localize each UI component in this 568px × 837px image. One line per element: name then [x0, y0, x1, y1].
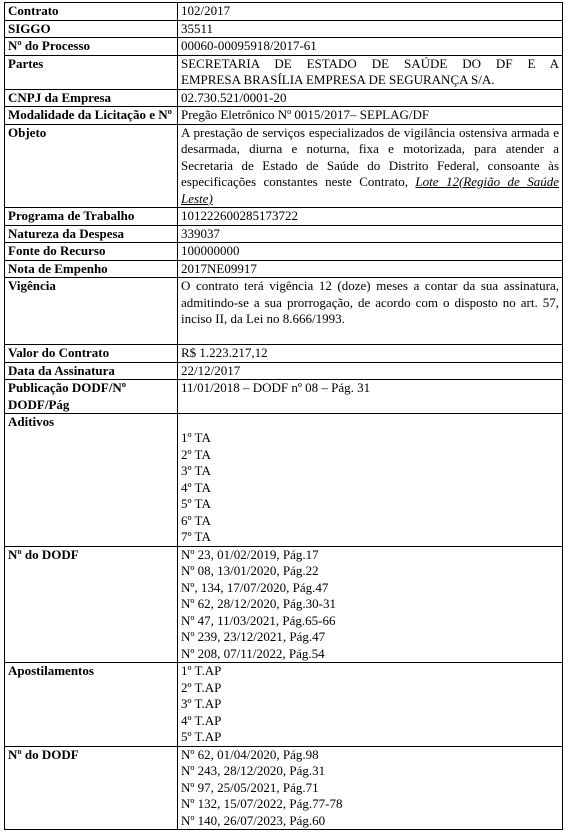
label-natureza: Natureza da Despesa — [5, 225, 178, 243]
aditivo-item: 4º TA — [181, 479, 211, 495]
contract-summary — [4, 2, 563, 830]
row-empenho — [5, 260, 563, 278]
value-apostilamentos — [178, 663, 563, 747]
label-partes: Partes — [5, 55, 178, 89]
apostilamento-item: 1º T.AP — [181, 663, 222, 678]
dodf-apostilamento-item: Nº 132, 15/07/2022, Pág.77-78 — [181, 796, 343, 811]
apostilamento-item: 2º T.AP — [181, 679, 222, 695]
dodf-apostilamento-item: Nº 62, 01/04/2020, Pág.98 — [181, 746, 319, 762]
row-processo — [5, 38, 563, 56]
value-contrato: 102/2017 — [178, 3, 563, 21]
apostilamento-item: 4º T.AP — [181, 712, 222, 728]
row-vigencia — [5, 278, 563, 345]
dodf-aditivo-item: Nº 239, 23/12/2021, Pág.47 — [181, 629, 326, 644]
label-assinatura: Data da Assinatura — [5, 362, 178, 380]
row-aditivos — [5, 414, 563, 547]
label-modalidade: Modalidade da Licitação e Nº — [5, 107, 178, 125]
row-apostilamentos — [5, 663, 563, 747]
apostilamento-item: 5º T.AP — [181, 729, 222, 744]
row-publicacao — [5, 380, 563, 414]
value-dodf-aditivos — [178, 546, 563, 663]
value-empenho: 2017NE09917 — [178, 260, 563, 278]
dodf-apostilamento-item: Nº 97, 25/05/2021, Pág.71 — [181, 779, 319, 795]
aditivo-item: 5º TA — [181, 496, 211, 511]
value-natureza: 339037 — [178, 225, 563, 243]
label-apostilamentos: Apostilamentos — [5, 663, 178, 747]
value-vigencia — [178, 278, 563, 345]
value-siggo: 35511 — [178, 20, 563, 38]
row-modalidade — [5, 107, 563, 125]
dodf-aditivo-item: Nº 23, 01/02/2019, Pág.17 — [181, 546, 319, 562]
dodf-apostilamento-item: Nº 140, 26/07/2023, Pág.60 — [181, 812, 326, 828]
value-processo: 00060-00095918/2017-61 — [178, 38, 563, 56]
value-aditivos — [178, 414, 563, 547]
value-programa: 101222600285173722 — [178, 208, 563, 226]
aditivo-item: 7º TA — [181, 529, 211, 544]
label-siggo: SIGGO — [5, 20, 178, 38]
label-vigencia: Vigência — [5, 278, 178, 345]
label-contrato: Contrato — [5, 3, 178, 21]
label-objeto: Objeto — [5, 124, 178, 208]
row-contrato — [5, 3, 563, 21]
label-dodf-aditivos: Nº do DODF — [5, 546, 178, 663]
dodf-aditivo-item: Nº 62, 28/12/2020, Pág.30-31 — [181, 596, 336, 611]
label-fonte: Fonte do Recurso — [5, 243, 178, 261]
aditivo-item: 6º TA — [181, 512, 211, 528]
dodf-aditivo-item: Nº 08, 13/01/2020, Pág.22 — [181, 563, 319, 578]
value-partes — [178, 55, 563, 89]
objeto-text: A prestação de serviços especializados de vigilância ostensiva armada e desarmada, diurna e noturna, fixa e motorizada, para atender a Secretaria de Estado de Saúde do Distrito Federal, consoante às especificações constantes neste Contrato, — [181, 124, 559, 189]
dodf-aditivo-item: Nº 47, 11/03/2021, Pág.65-66 — [181, 612, 336, 628]
row-fonte — [5, 243, 563, 261]
row-assinatura — [5, 362, 563, 380]
value-fonte: 100000000 — [178, 243, 563, 261]
row-siggo — [5, 20, 563, 38]
row-objeto — [5, 124, 563, 208]
row-partes — [5, 55, 563, 89]
label-processo: Nº do Processo — [5, 38, 178, 56]
label-valor: Valor do Contrato — [5, 345, 178, 363]
value-assinatura: 22/12/2017 — [178, 362, 563, 380]
row-cnpj — [5, 89, 563, 107]
apostilamento-item: 3º T.AP — [181, 696, 222, 711]
label-aditivos: Aditivos — [5, 414, 178, 547]
label-publicacao: Publicação DODF/Nº DODF/Pág — [5, 380, 178, 414]
vigencia-text: O contrato terá vigência 12 (doze) meses a contar da sua assinatura, admitindo-se a sua prorrogação, de acordo com o disposto no art. 57, inciso II, da Lei no 8.666/1993. — [181, 278, 559, 326]
dodf-aditivo-item: Nº, 134, 17/07/2020, Pág.47 — [181, 579, 329, 595]
row-programa — [5, 208, 563, 226]
value-modalidade: Pregão Eletrônico Nº 0015/2017– SEPLAG/DF — [178, 107, 563, 125]
aditivo-item: 3º TA — [181, 463, 211, 478]
value-cnpj: 02.730.521/0001-20 — [178, 89, 563, 107]
value-objeto — [178, 124, 563, 208]
aditivo-item: 1º TA — [181, 430, 211, 445]
value-dodf-apostilamentos — [178, 746, 563, 830]
value-publicacao: 11/01/2018 – DODF nº 08 – Pág. 31 — [178, 380, 563, 414]
partes-line: EMPRESA BRASÍLIA EMPRESA DE SEGURANÇA S/A. — [181, 72, 495, 87]
row-valor — [5, 345, 563, 363]
value-valor: R$ 1.223.217,12 — [178, 345, 563, 363]
row-dodf-apostilamentos — [5, 746, 563, 830]
row-natureza — [5, 225, 563, 243]
dodf-aditivo-item: Nº 208, 07/11/2022, Pág.54 — [181, 645, 325, 661]
aditivo-item: 2º TA — [181, 446, 211, 462]
label-cnpj: CNPJ da Empresa — [5, 89, 178, 107]
label-dodf-apostilamentos: Nº do DODF — [5, 746, 178, 830]
contract-table — [4, 2, 563, 830]
objeto-lote: Lote 12(Região de Saúde Leste) — [181, 174, 560, 206]
row-dodf-aditivos — [5, 546, 563, 663]
partes-line: SECRETARIA DE ESTADO DE SAÚDE DO DF E A — [181, 55, 559, 71]
label-programa: Programa de Trabalho — [5, 208, 178, 226]
dodf-apostilamento-item: Nº 243, 28/12/2020, Pág.31 — [181, 763, 326, 778]
label-empenho: Nota de Empenho — [5, 260, 178, 278]
